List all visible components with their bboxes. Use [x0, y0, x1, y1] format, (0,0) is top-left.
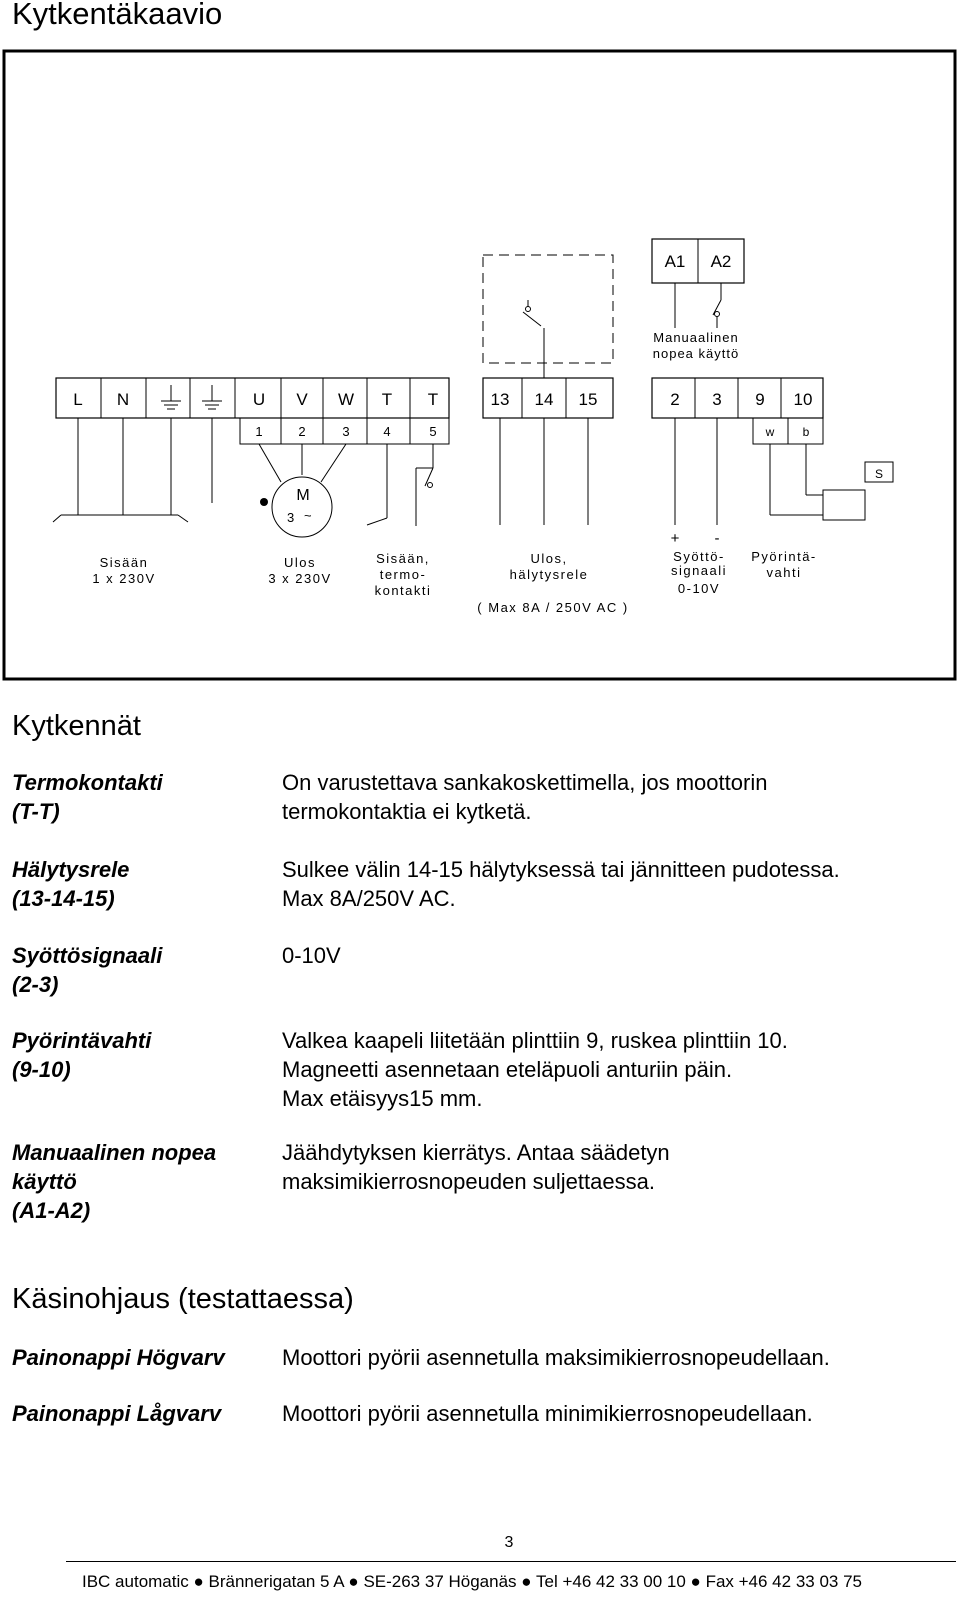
connection-text-line: termokontaktia ei kytketä. [282, 799, 532, 824]
connection-label-line: Termokontakti [12, 770, 163, 795]
motor-number: 2 [298, 424, 306, 439]
caption-ulos-haly: Ulos, [530, 551, 568, 566]
bullet-icon: ● [521, 1572, 532, 1591]
connections-title: Kytkennät [12, 710, 141, 742]
page-title: Kytkentäkaavio [12, 0, 223, 31]
connection-text [282, 855, 840, 913]
footer-company: IBC automatic [82, 1572, 189, 1591]
relay-label-line2: nopea käyttö [652, 346, 740, 361]
caption-ulos-haly-b: hälytysrele [509, 567, 589, 582]
connection-label-line: (13-14-15) [12, 886, 115, 911]
terminal-A1: A1 [664, 252, 686, 271]
caption-syotto-c: 0-10V [677, 581, 721, 596]
manual-text-hogvarv: Moottori pyörii asennetulla maksimikierrosnopeudellaan. [282, 1345, 830, 1370]
motor-number: 5 [429, 424, 437, 439]
caption-pyorinta-b: vahti [766, 565, 802, 580]
terminal-label: V [296, 390, 308, 409]
connection-label-line: Hälytysrele [12, 857, 130, 882]
terminal-label: T [381, 390, 393, 409]
polarity-minus: - [714, 530, 720, 547]
terminal-label: 3 [712, 390, 722, 409]
connection-text-line: 0-10V [282, 943, 341, 968]
terminal-label: 9 [755, 390, 765, 409]
caption-sisaan-1-b: 1 x 230V [92, 571, 156, 586]
caption-max-rating: ( Max 8A / 250V AC ) [477, 600, 629, 615]
connection-label-line: (T-T) [12, 799, 60, 824]
footer [82, 1572, 862, 1592]
motor-number: 4 [383, 424, 391, 439]
caption-syotto-b: signaali [670, 563, 728, 578]
sensor-pin-w: w [765, 425, 775, 439]
svg-text:~: ~ [304, 508, 312, 523]
connection-label [12, 855, 129, 913]
terminal-label: T [427, 390, 439, 409]
manual-label-lagvarv: Painonappi Lågvarv [12, 1401, 222, 1426]
terminal-label: 13 [490, 390, 510, 409]
connection-text-line: Max etäisyys15 mm. [282, 1086, 483, 1111]
sensor-pin-b: b [802, 425, 810, 439]
terminal-label: U [252, 390, 266, 409]
connection-label-line: (A1-A2) [12, 1198, 91, 1223]
manual-label-hogvarv: Painonappi Högvarv [12, 1345, 225, 1370]
caption-termo-b: termo- [379, 567, 427, 582]
footer-postal: SE-263 37 Höganäs [363, 1572, 517, 1591]
terminal-strip [56, 378, 823, 418]
relay-label-line1: Manuaalinen [653, 330, 739, 345]
alarm-relay-box [483, 255, 613, 363]
connection-text [282, 1138, 670, 1196]
connection-label-line: (2-3) [12, 972, 59, 997]
caption-pyorinta: Pyörintä- [751, 549, 817, 564]
terminal-label: 10 [793, 390, 813, 409]
bullet-icon: ● [348, 1572, 359, 1591]
motor-number: 3 [342, 424, 350, 439]
footer-fax: Fax +46 42 33 03 75 [705, 1572, 862, 1591]
terminal-label: 2 [670, 390, 680, 409]
connection-label-line: (9-10) [12, 1057, 71, 1082]
bullet-icon: ● [690, 1572, 701, 1591]
manual-text-lagvarv: Moottori pyörii asennetulla minimikierrosnopeudellaan. [282, 1401, 813, 1426]
connection-label [12, 768, 163, 826]
caption-termo-c: kontakti [374, 583, 432, 598]
bullet-icon: ● [193, 1572, 204, 1591]
caption-sisaan-1: Sisään [99, 555, 149, 570]
connection-label-line: Pyörintävahti [12, 1028, 152, 1053]
motor-symbol: M [296, 487, 310, 504]
connection-text [282, 1026, 788, 1113]
caption-syotto: Syöttö- [673, 549, 725, 564]
terminal-label: L [73, 390, 83, 409]
connection-text-line: Magneetti asennetaan eteläpuoli anturiin päin. [282, 1057, 733, 1082]
terminal-label: 14 [534, 390, 554, 409]
connection-label [12, 941, 162, 999]
caption-termo: Sisään, [376, 551, 430, 566]
caption-ulos-3: Ulos [283, 555, 317, 570]
manual-title: Käsinohjaus (testattaessa) [12, 1283, 354, 1315]
ground-icon [161, 385, 222, 409]
terminal-label: W [337, 390, 355, 409]
terminal-A2: A2 [710, 252, 732, 271]
connection-text-line: Jäähdytyksen kierrätys. Antaa säädetyn [282, 1140, 670, 1165]
svg-text:3: 3 [287, 510, 295, 525]
connection-label-line: Manuaalinen nopea [12, 1140, 217, 1165]
terminal-label: 15 [578, 390, 598, 409]
sensor-body [823, 490, 865, 520]
connection-text [282, 941, 341, 970]
connection-text-line: maksimikierrosnopeuden suljettaessa. [282, 1169, 655, 1194]
connection-label-line: käyttö [12, 1169, 77, 1194]
connection-label [12, 1026, 151, 1084]
connection-text-line: Valkea kaapeli liitetään plinttiin 9, ruskea plinttiin 10. [282, 1028, 788, 1053]
connection-text-line: On varustettava sankakoskettimella, jos moottorin [282, 770, 768, 795]
caption-ulos-3-b: 3 x 230V [268, 571, 332, 586]
sensor-label: S [874, 467, 884, 481]
footer-address: Brännerigatan 5 A [208, 1572, 344, 1591]
polarity-plus: + [670, 530, 680, 547]
motor-icon [272, 477, 332, 537]
footer-rule [66, 1561, 956, 1562]
connection-label-line: Syöttösignaali [12, 943, 163, 968]
wiring-diagram [3, 50, 956, 680]
footer-tel: Tel +46 42 33 00 10 [535, 1572, 686, 1591]
connection-label [12, 1138, 216, 1225]
connection-text-line: Sulkee välin 14-15 hälytyksessä tai jännitteen pudotessa. [282, 857, 840, 882]
connection-text [282, 768, 767, 826]
motor-number: 1 [255, 424, 263, 439]
terminal-label: N [116, 390, 130, 409]
connection-text-line: Max 8A/250V AC. [282, 886, 456, 911]
page-number: 3 [504, 1534, 514, 1551]
